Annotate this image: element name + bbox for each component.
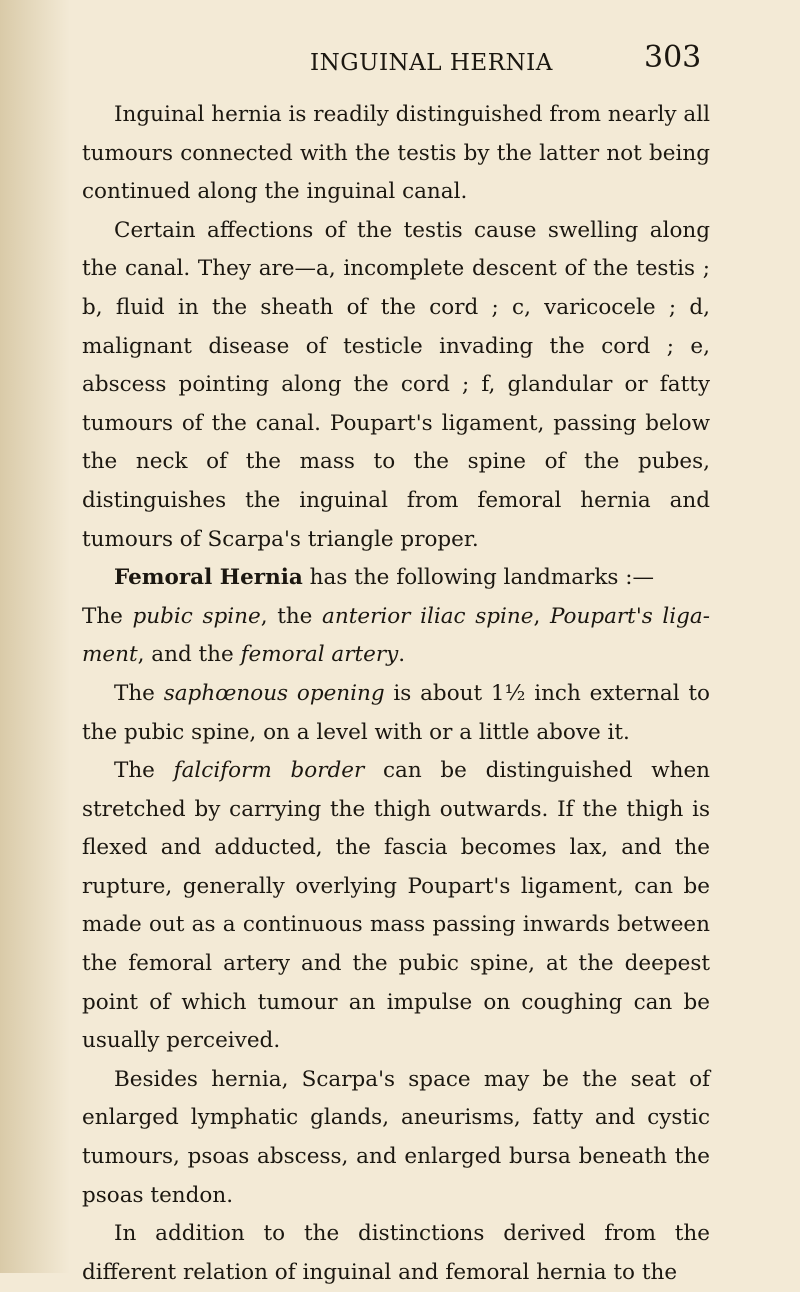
paragraph-falciform-border — [82, 752, 710, 1061]
paragraph-landmarks — [82, 598, 710, 675]
landmarks-the: The — [82, 603, 133, 629]
landmarks-end: . — [398, 642, 406, 668]
paragraph-scarpa-space: Besides hernia, Scarpa's space may be the seat of enlarged lymphatic glands, aneurisms, fatty and cystic tumours, psoas abscess, and enlarged bursa beneath the psoas tendon. — [82, 1066, 710, 1208]
saphenous-term: saphœnous opening — [163, 680, 385, 706]
paragraph-femoral-hernia — [82, 559, 710, 598]
body-text — [82, 96, 710, 1292]
saphenous-the: The — [114, 680, 164, 706]
femoral-intro-text: has the following landmarks :— — [302, 565, 654, 591]
landmark-femoral-artery: femoral artery — [240, 642, 399, 668]
landmark-anterior-iliac-spine: anterior iliac spine — [322, 603, 534, 629]
paragraph-distinctions: In addition to the distinctions derived from the different relation of inguinal and femoral hernia to the — [82, 1221, 710, 1285]
femoral-hernia-heading: Femoral Hernia — [114, 565, 303, 591]
falciform-term: falciform border — [173, 758, 365, 784]
paragraph-saphenous-opening — [82, 675, 710, 752]
saphenous-text: is about 1½ inch external to the pubic spine, on a level with or a little above it. — [82, 680, 710, 745]
falciform-text: can be distinguished when stretched by carrying the thigh outwards. If the thigh is flexed and adducted, the fascia becomes lax, and the rupture, generally overlying Poupart's ligament, can be made out as a continuous mass passing inwards between the femoral artery and the pubic spine, at the deepest point of which tumour an impulse on coughing can be usually perceived. — [82, 758, 711, 1054]
paragraph-inguinal-distinction: Inguinal hernia is readily distinguished from nearly all tumours connected with the testis by the latter not being continued along the inguinal canal. — [82, 102, 710, 205]
falciform-the: The — [114, 758, 174, 784]
landmarks-sep-1: , the — [260, 603, 323, 629]
running-head: INGUINAL HERNIA — [310, 50, 553, 76]
landmark-pubic-spine: pubic spine — [132, 603, 261, 629]
landmarks-sep-2: , — [533, 603, 550, 629]
landmarks-sep-3: , and the — [137, 642, 241, 668]
page-number: 303 — [644, 40, 702, 75]
paragraph-testis-affections: Certain affections of the testis cause swelling along the canal. They are—a, incomplete descent of the testis ; b, fluid in the sheath of the cord ; c, varicocele ; d, malignant disease of testicle invading the cord ; e, abscess pointing along the cord ; f, glandular or fatty tumours of the canal. Poupart's ligament, passing below the neck of the mass to the spine of the pubes, distinguishes the inguinal from femoral hernia and tumours of Scarpa's triangle proper. — [82, 217, 710, 552]
landmark-pouparts-ligament: Poupart's liga-ment — [82, 603, 710, 668]
